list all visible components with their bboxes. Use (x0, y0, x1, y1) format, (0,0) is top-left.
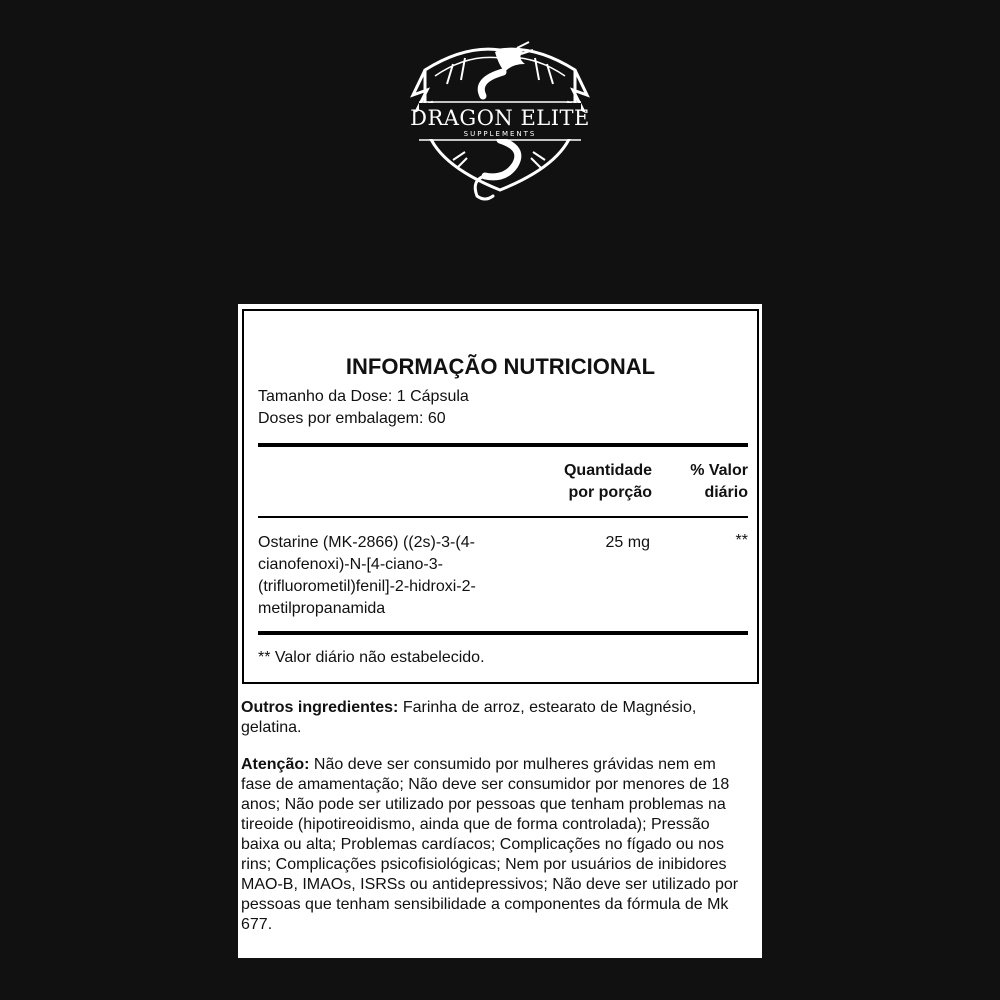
daily-value-footnote: ** Valor diário não estabelecido. (258, 649, 485, 666)
brand-logo (405, 40, 595, 205)
nutrition-facts-box (242, 309, 759, 684)
other-ingredients-label: Outros ingredientes: (241, 699, 399, 716)
nutrition-title: INFORMAÇÃO NUTRICIONAL (345, 354, 656, 379)
other-ingredients-text: Farinha de arroz, estearato de Magnésio, gelatina. (241, 699, 697, 736)
warning-label: Atenção: (241, 756, 310, 773)
dv-header-line2: diário (704, 484, 748, 501)
ingredient-line: Ostarine (MK-2866) ((2s)-3-(4- (258, 534, 475, 551)
daily-value-column-header (664, 460, 748, 504)
ingredient-line: cianofenoxi)-N-[4-ciano-3- (258, 556, 443, 573)
brand-name: DRAGON ELITE (410, 106, 590, 130)
ingredient-line: (trifluorometil)fenil]-2-hidroxi-2- (258, 578, 476, 595)
warning (241, 755, 741, 935)
ingredient-line: metilpropanamida (258, 600, 386, 617)
amount-header-line2: por porção (568, 484, 652, 501)
amount-column-header (540, 460, 652, 504)
ingredient-amount: 25 mg (605, 534, 650, 551)
thick-divider (258, 443, 748, 447)
footer-divider (258, 631, 748, 635)
other-ingredients (241, 698, 741, 738)
amount-header-line1: Quantidade (563, 462, 652, 479)
ingredient-daily-value: ** (735, 532, 748, 549)
header-divider (258, 516, 748, 518)
dv-header-line1: % Valor (690, 462, 748, 479)
label-panel (238, 304, 762, 958)
warning-text: Não deve ser consumido por mulheres grávidas nem em fase de amamentação; Não deve ser consumidor por menores de 18 anos; Não pode ser utilizado por pessoas que tenham problemas na tireoide (hipotireoidismo, ainda que de forma controlada); Pressão baixa ou alta; Problemas cardíacos; Complicações no fígado ou nos rins; Complicações psicofisiológicas; Nem por usuários de inibidores MAO-B, IMAOs, ISRSs ou antidepressivos; Não deve ser utilizado por pessoas que tenham sensibilidade a componentes da fórmula de Mk 677. (241, 756, 739, 933)
servings-per-container: Doses por embalagem: 60 (258, 410, 446, 427)
brand-subtitle: SUPPLEMENTS (463, 130, 537, 138)
serving-size: Tamanho da Dose: 1 Cápsula (258, 388, 469, 405)
